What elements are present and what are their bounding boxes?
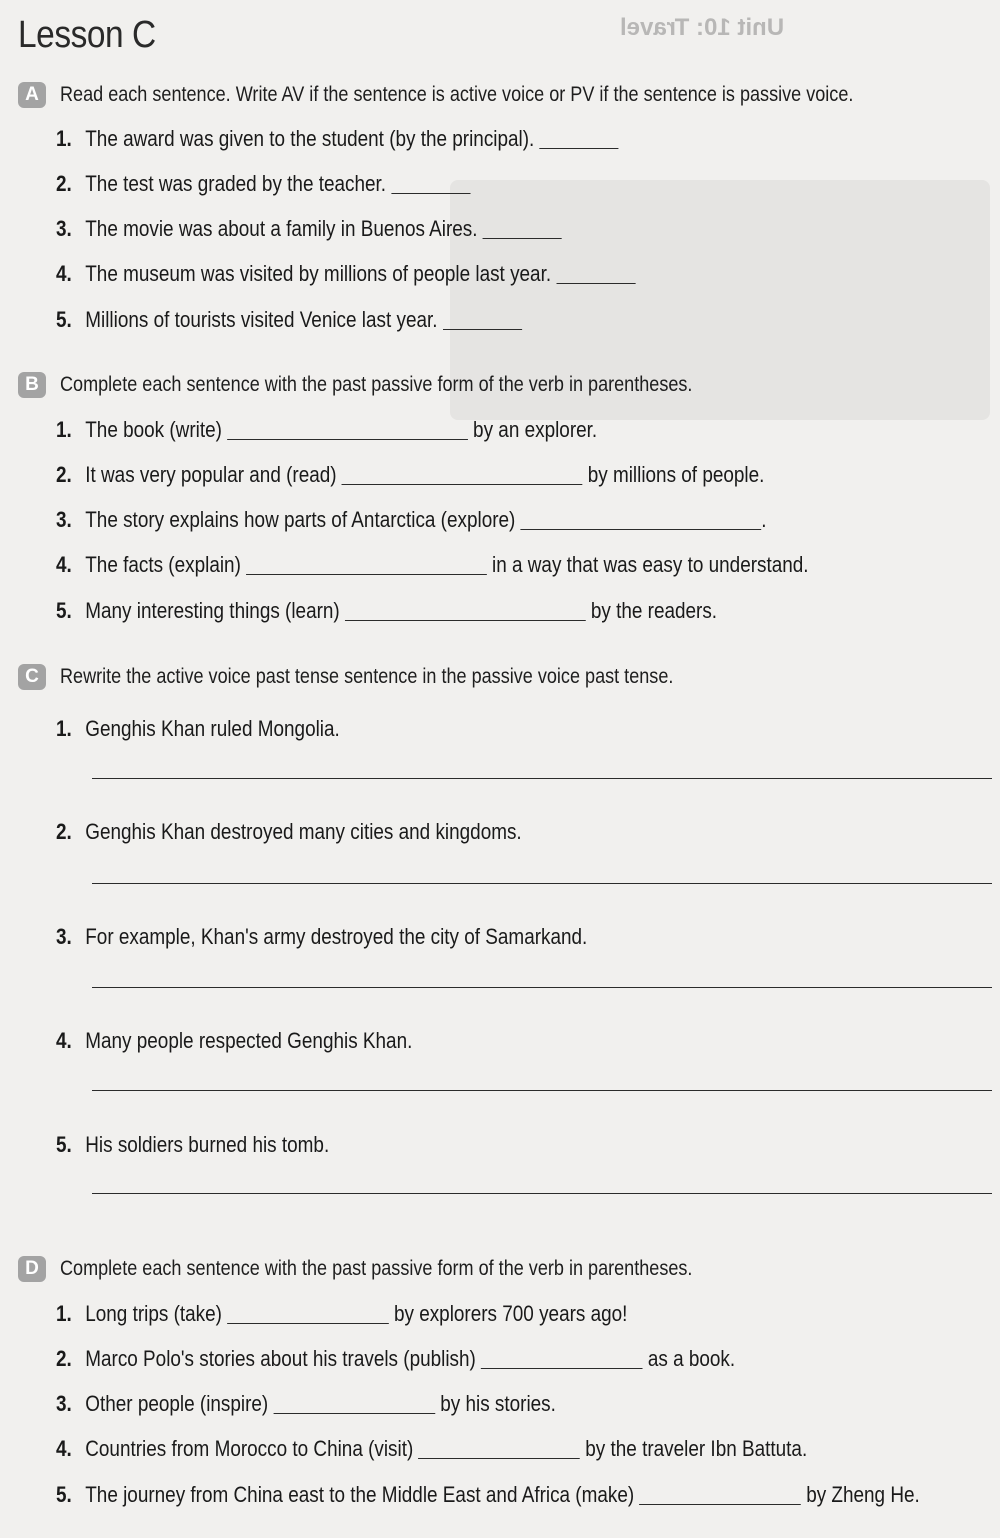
section-b-item-3 xyxy=(56,505,882,535)
item-text-after: by his stories. xyxy=(440,1391,556,1416)
item-text-after: by explorers 700 years ago! xyxy=(393,1301,628,1326)
item-number: 1. xyxy=(56,417,72,442)
instruction-text: Read each sentence. Write AV if the sentence is active voice or PV if the sentence is passive voice. xyxy=(60,83,854,106)
item-number: 4. xyxy=(56,552,72,577)
item-text-before: Other people (inspire) xyxy=(85,1391,269,1416)
instruction-text: Complete each sentence with the past passive form of the verb in parentheses. xyxy=(60,373,693,396)
answer-blank[interactable] xyxy=(639,1486,801,1505)
item-text-before: Long trips (take) xyxy=(85,1301,222,1326)
section-b-item-5 xyxy=(56,596,825,626)
item-number: 3. xyxy=(56,216,72,241)
item-text-before: Many interesting things (learn) xyxy=(85,598,340,623)
section-c-item-5 xyxy=(56,1130,374,1160)
item-number: 1. xyxy=(56,126,72,151)
section-d-item-2 xyxy=(56,1344,846,1374)
show-through-title: Unit 10: Travel xyxy=(620,14,785,41)
section-d-item-3 xyxy=(56,1389,637,1419)
answer-blank[interactable] xyxy=(539,130,618,149)
answer-line[interactable] xyxy=(92,1090,992,1091)
item-number: 5. xyxy=(56,1132,72,1157)
item-number: 2. xyxy=(56,462,72,487)
section-c-item-1 xyxy=(56,714,386,744)
item-number: 5. xyxy=(56,598,72,623)
section-a-item-1 xyxy=(56,124,716,154)
answer-blank[interactable] xyxy=(443,311,522,330)
answer-line[interactable] xyxy=(92,883,992,884)
item-text-after: by the readers. xyxy=(590,598,718,623)
item-number: 1. xyxy=(56,716,72,741)
item-text-before: The facts (explain) xyxy=(85,552,241,577)
section-d-item-5 xyxy=(56,1480,1000,1510)
item-number: 2. xyxy=(56,819,72,844)
section-a-instruction xyxy=(18,80,983,110)
item-number: 4. xyxy=(56,1436,72,1461)
answer-line[interactable] xyxy=(92,1193,992,1194)
lesson-title: Lesson C xyxy=(18,14,156,56)
section-d-instruction xyxy=(18,1254,795,1284)
answer-blank[interactable] xyxy=(521,511,762,530)
section-d-badge: D xyxy=(18,1256,46,1282)
item-text: The museum was visited by millions of people last year. xyxy=(85,261,552,286)
section-b-badge: B xyxy=(18,372,46,398)
answer-blank[interactable] xyxy=(418,1440,580,1459)
section-b-instruction xyxy=(18,370,795,400)
item-number: 3. xyxy=(56,1391,72,1416)
item-text-before: The journey from China east to the Middle East and Africa (make) xyxy=(85,1482,635,1507)
item-text: The movie was about a family in Buenos Aires. xyxy=(85,216,478,241)
item-text-after: by the traveler Ibn Battuta. xyxy=(585,1436,808,1461)
item-number: 3. xyxy=(56,924,72,949)
item-text: The award was given to the student (by the principal). xyxy=(85,126,535,151)
answer-blank[interactable] xyxy=(246,556,487,575)
instruction-text: Rewrite the active voice past tense sentence in the passive voice past tense. xyxy=(60,665,674,688)
section-b-item-4 xyxy=(56,550,931,580)
section-c-item-4 xyxy=(56,1026,470,1056)
section-a-item-5 xyxy=(56,305,604,335)
item-text-before: Countries from Morocco to China (visit) xyxy=(85,1436,414,1461)
item-text-before: The book (write) xyxy=(85,417,222,442)
item-text: Millions of tourists visited Venice last year. xyxy=(85,307,438,332)
item-number: 1. xyxy=(56,1301,72,1326)
item-text: Genghis Khan ruled Mongolia. xyxy=(85,716,340,741)
item-text-after: by millions of people. xyxy=(587,462,765,487)
item-text-before: It was very popular and (read) xyxy=(85,462,337,487)
section-c-item-2 xyxy=(56,817,598,847)
answer-blank[interactable] xyxy=(342,466,583,485)
answer-line[interactable] xyxy=(92,778,992,779)
answer-blank[interactable] xyxy=(345,602,586,621)
section-a-badge: A xyxy=(18,82,46,108)
section-d-item-1 xyxy=(56,1299,720,1329)
section-a-item-4 xyxy=(56,259,736,289)
item-text: The test was graded by the teacher. xyxy=(85,171,387,196)
answer-blank[interactable] xyxy=(227,421,468,440)
item-text-before: Marco Polo's stories about his travels (publish) xyxy=(85,1346,476,1371)
answer-blank[interactable] xyxy=(481,1350,643,1369)
answer-blank[interactable] xyxy=(483,220,562,239)
section-c-badge: C xyxy=(18,664,46,690)
item-text-after: by an explorer. xyxy=(473,417,598,442)
item-number: 4. xyxy=(56,261,72,286)
item-text-after: . xyxy=(761,507,767,532)
section-b-item-2 xyxy=(56,460,880,490)
item-text: His soldiers burned his tomb. xyxy=(85,1132,330,1157)
item-number: 5. xyxy=(56,307,72,332)
item-text-before: The story explains how parts of Antarctica (explore) xyxy=(85,507,516,532)
item-number: 5. xyxy=(56,1482,72,1507)
item-number: 3. xyxy=(56,507,72,532)
section-a-item-2 xyxy=(56,169,544,199)
item-number: 4. xyxy=(56,1028,72,1053)
answer-blank[interactable] xyxy=(391,175,470,194)
item-text-after: by Zheng He. xyxy=(806,1482,920,1507)
item-text: Genghis Khan destroyed many cities and kingdoms. xyxy=(85,819,522,844)
item-text-after: as a book. xyxy=(647,1346,736,1371)
item-number: 2. xyxy=(56,1346,72,1371)
instruction-text: Complete each sentence with the past passive form of the verb in parentheses. xyxy=(60,1257,693,1280)
item-text: Many people respected Genghis Khan. xyxy=(85,1028,413,1053)
section-c-instruction xyxy=(18,662,773,692)
section-b-item-1 xyxy=(56,415,685,445)
section-a-item-3 xyxy=(56,214,650,244)
answer-blank[interactable] xyxy=(273,1395,435,1414)
item-number: 2. xyxy=(56,171,72,196)
item-text: For example, Khan's army destroyed the city of Samarkand. xyxy=(85,924,588,949)
section-c-item-3 xyxy=(56,922,674,952)
item-text-after: in a way that was easy to understand. xyxy=(491,552,809,577)
answer-line[interactable] xyxy=(92,987,992,988)
answer-blank[interactable] xyxy=(556,265,635,284)
answer-blank[interactable] xyxy=(227,1305,389,1324)
section-d-item-4 xyxy=(56,1434,930,1464)
